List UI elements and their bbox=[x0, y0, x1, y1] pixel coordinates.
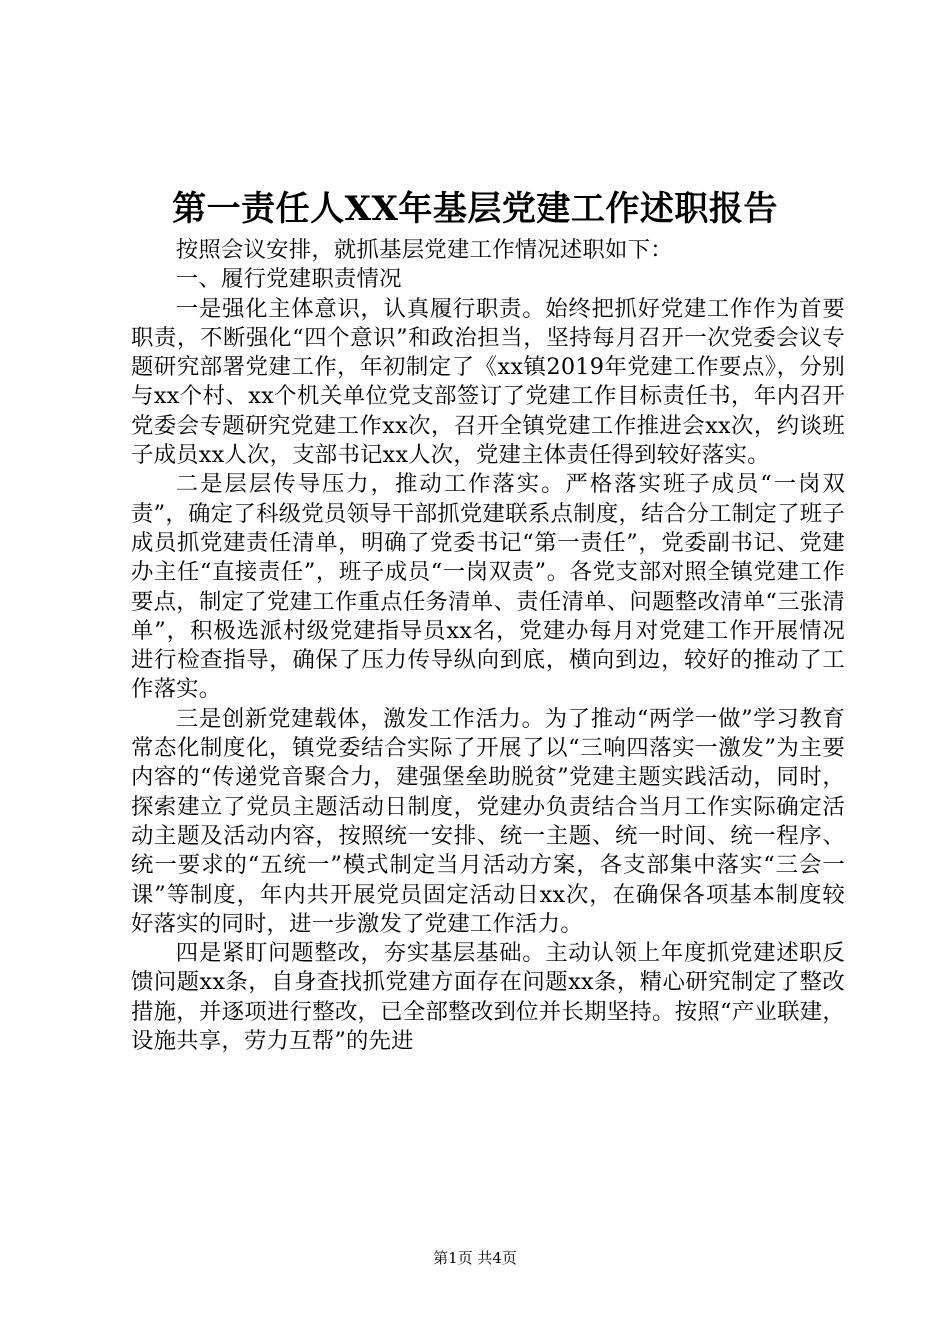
body-paragraph-1: 一是强化主体意识，认真履行职责。始终把抓好党建工作作为首要职责，不断强化“四个意识”和政治担当，坚持每月召开一次党委会议专题研究部署党建工作，年初制定了《xx镇2019年党建工作要点》，分别与xx个村、xx个机关单位党支部签订了党建工作目标责任书，年内召开党委会专题研究党建工作xx次，召开全镇党建工作推进会xx次，约谈班子成员xx人次，支部书记xx人次，党建主体责任得到较好落实。 bbox=[131, 295, 845, 469]
page-footer: 第1页 共4页 bbox=[433, 1249, 517, 1267]
body-paragraph-2: 二是层层传导压力，推动工作落实。严格落实班子成员“一岗双责”，确定了科级党员领导干部抓党建联系点制度，结合分工制定了班子成员抓党建责任清单，明确了党委书记“第一责任”，党委副书记、党建办主任“直接责任”，班子成员“一岗双责”。各党支部对照全镇党建工作要点，制定了党建工作重点任务清单、责任清单、问题整改清单“三张清单”，积极选派村级党建指导员xx名，党建办每月对党建工作开展情况进行检查指导，确保了压力传导纵向到底，横向到边，较好的推动了工作落实。 bbox=[131, 471, 845, 703]
body-paragraph-4: 四是紧盯问题整改，夯实基层基础。主动认领上年度抓党建述职反馈问题xx条，自身查找抓党建方面存在问题xx条，精心研究制定了整改措施，并逐项进行整改，已全部整改到位并长期坚持。按照“产业联建，设施共享，劳力互帮”的先进 bbox=[131, 940, 845, 1055]
section-heading: 一、履行党建职责情况 bbox=[175, 266, 402, 293]
body-paragraph-3: 三是创新党建载体，激发工作活力。为了推动“两学一做”学习教育常态化制度化，镇党委结合实际了开展了以“三响四落实一激发”为主要内容的“传递党音聚合力，建强堡垒助脱贫”党建主题实践活动，同时，探索建立了党员主题活动日制度，党建办负责结合当月工作实际确定活动主题及活动内容，按照统一安排、统一主题、统一时间、统一程序、统一要求的“五统一”模式制定当月活动方案，各支部集中落实“三会一课”等制度，年内共开展党员固定活动日xx次，在确保各项基本制度较好落实的同时，进一步激发了党建工作活力。 bbox=[131, 705, 845, 937]
document-body bbox=[131, 236, 845, 1056]
document-title: 第一责任人XX年基层党建工作述职报告 bbox=[172, 189, 778, 229]
intro-paragraph: 按照会议安排，就抓基层党建工作情况述职如下： bbox=[175, 237, 673, 263]
